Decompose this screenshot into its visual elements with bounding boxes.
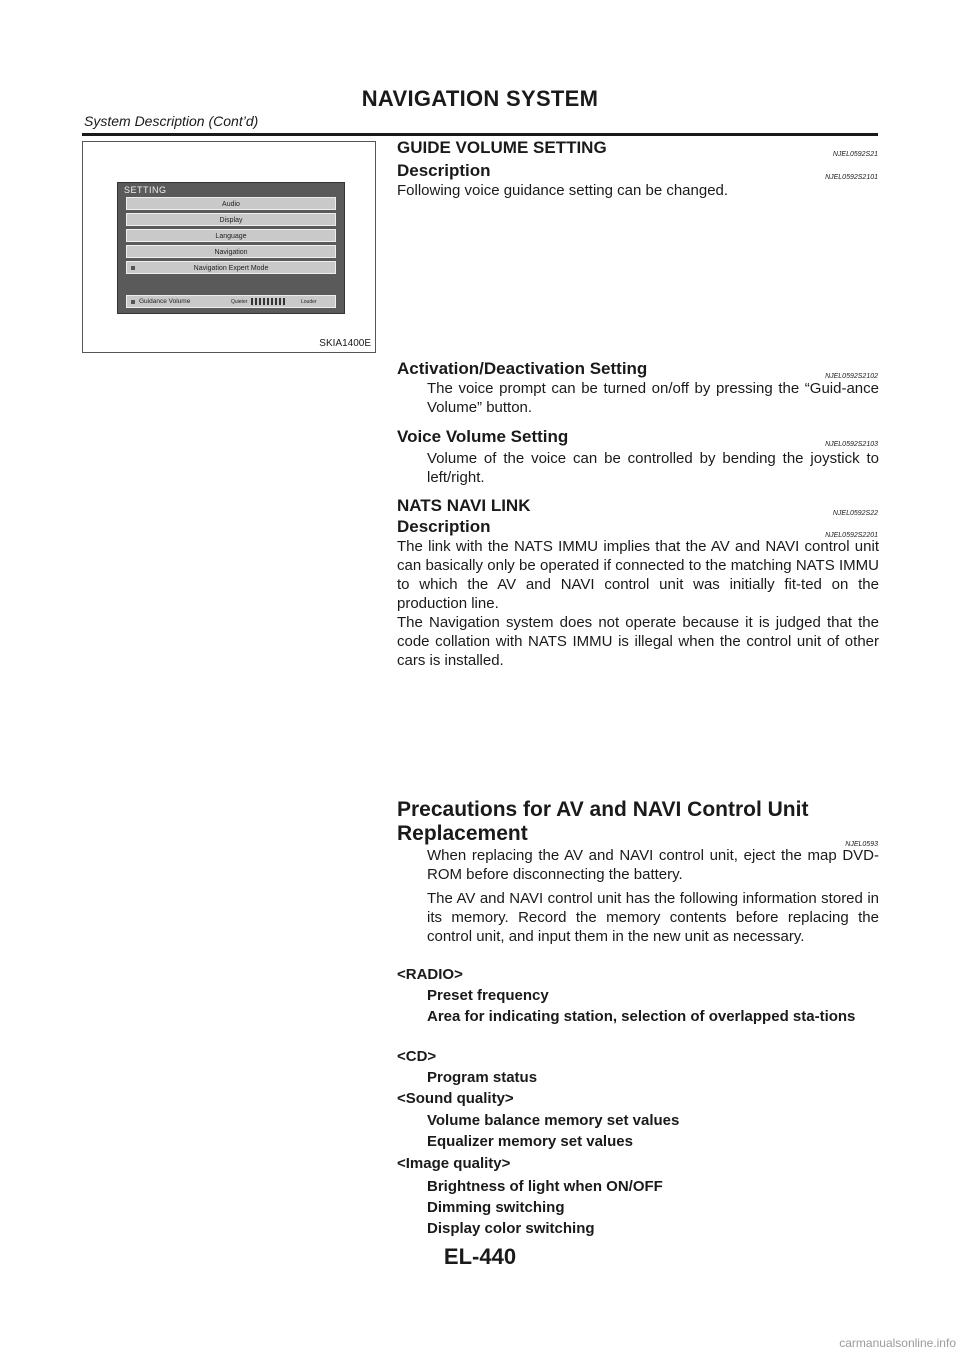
precautions-heading-line1: Precautions for AV and NAVI Control Unit <box>397 798 809 821</box>
guidance-volume-row <box>126 295 336 308</box>
voice-volume-ref: NJEL0592S2103 <box>825 441 878 448</box>
setting-screen <box>117 182 345 314</box>
list-heading-radio: <RADIO> <box>397 966 463 983</box>
menu-button-navigation: Navigation <box>126 245 336 258</box>
expert-mode-label: Navigation Expert Mode <box>193 265 269 272</box>
list-item-radio-1: Preset frequency <box>427 987 549 1004</box>
header-rule <box>82 133 878 136</box>
precautions-text-2: The AV and NAVI control unit has the following information stored in its memory. Record the memory contents before replacing the control unit, and input them in the new unit as necessary. <box>427 890 879 945</box>
list-item-image-2: Dimming switching <box>427 1199 565 1216</box>
activation-ref: NJEL0592S2102 <box>825 373 878 380</box>
guide-volume-heading: GUIDE VOLUME SETTING <box>397 138 607 157</box>
voice-volume-heading: Voice Volume Setting <box>397 427 569 446</box>
menu-button-expert-mode <box>126 261 336 274</box>
precautions-ref: NJEL0593 <box>845 841 878 848</box>
page-number: EL-440 <box>443 1244 517 1269</box>
screen-title: SETTING <box>124 185 167 195</box>
watermark: carmanualsonline.info <box>839 1336 956 1350</box>
description-heading-2: Description <box>397 517 491 536</box>
description-ref-1: NJEL0592S2101 <box>825 174 878 181</box>
voice-volume-text: Volume of the voice can be controlled by bending the joystick to left/right. <box>427 450 879 486</box>
settings-screen-figure <box>82 141 376 353</box>
list-heading-cd: <CD> <box>397 1048 437 1065</box>
nats-heading: NATS NAVI LINK <box>397 496 531 515</box>
volume-bars-icon <box>251 298 297 305</box>
quieter-label: Quieter <box>231 299 248 305</box>
list-item-image-3: Display color switching <box>427 1220 595 1237</box>
activation-text: The voice prompt can be turned on/off by pressing the “Guid-ance Volume” button. <box>427 380 879 416</box>
menu-button-language: Language <box>126 229 336 242</box>
indicator-square-icon <box>131 300 135 304</box>
precautions-text-1: When replacing the AV and NAVI control unit, eject the map DVD-ROM before disconnecting the battery. <box>427 847 879 883</box>
page-header-subtitle: System Description (Cont’d) <box>84 113 259 129</box>
figure-code: SKIA1400E <box>319 338 371 349</box>
precautions-heading-line2: Replacement <box>397 822 528 845</box>
list-item-radio-2: Area for indicating station, selection of overlapped sta-tions <box>427 1008 856 1025</box>
list-item-cd-1: Program status <box>427 1069 538 1086</box>
nats-text-1: The link with the NATS IMMU implies that the AV and NAVI control unit can basically only be operated if connected to the matching NATS IMMU to which the AV and NAVI control unit was initially fit-ted on the production line. <box>397 538 879 612</box>
list-item-image-1: Brightness of light when ON/OFF <box>427 1178 663 1195</box>
description-heading-1: Description <box>397 161 491 180</box>
louder-label: Louder <box>301 299 317 305</box>
indicator-square-icon <box>131 266 135 270</box>
list-item-sound-2: Equalizer memory set values <box>427 1133 633 1150</box>
activation-heading: Activation/Deactivation Setting <box>397 359 648 378</box>
list-heading-sound: <Sound quality> <box>397 1090 514 1107</box>
nats-ref: NJEL0592S22 <box>832 510 878 517</box>
guidance-volume-label: Guidance Volume <box>139 298 191 305</box>
nats-text-2: The Navigation system does not operate because it is judged that the code collation with NATS IMMU is illegal when the control unit of other cars is installed. <box>397 614 879 669</box>
guide-volume-ref: NJEL0592S21 <box>832 151 878 158</box>
page-header-title: NAVIGATION SYSTEM <box>361 86 599 111</box>
description-text-1: Following voice guidance setting can be changed. <box>397 182 729 199</box>
list-heading-image: <Image quality> <box>397 1155 511 1172</box>
description-ref-2: NJEL0592S2201 <box>825 532 878 539</box>
list-item-sound-1: Volume balance memory set values <box>427 1112 680 1129</box>
menu-button-audio: Audio <box>126 197 336 210</box>
menu-button-display: Display <box>126 213 336 226</box>
